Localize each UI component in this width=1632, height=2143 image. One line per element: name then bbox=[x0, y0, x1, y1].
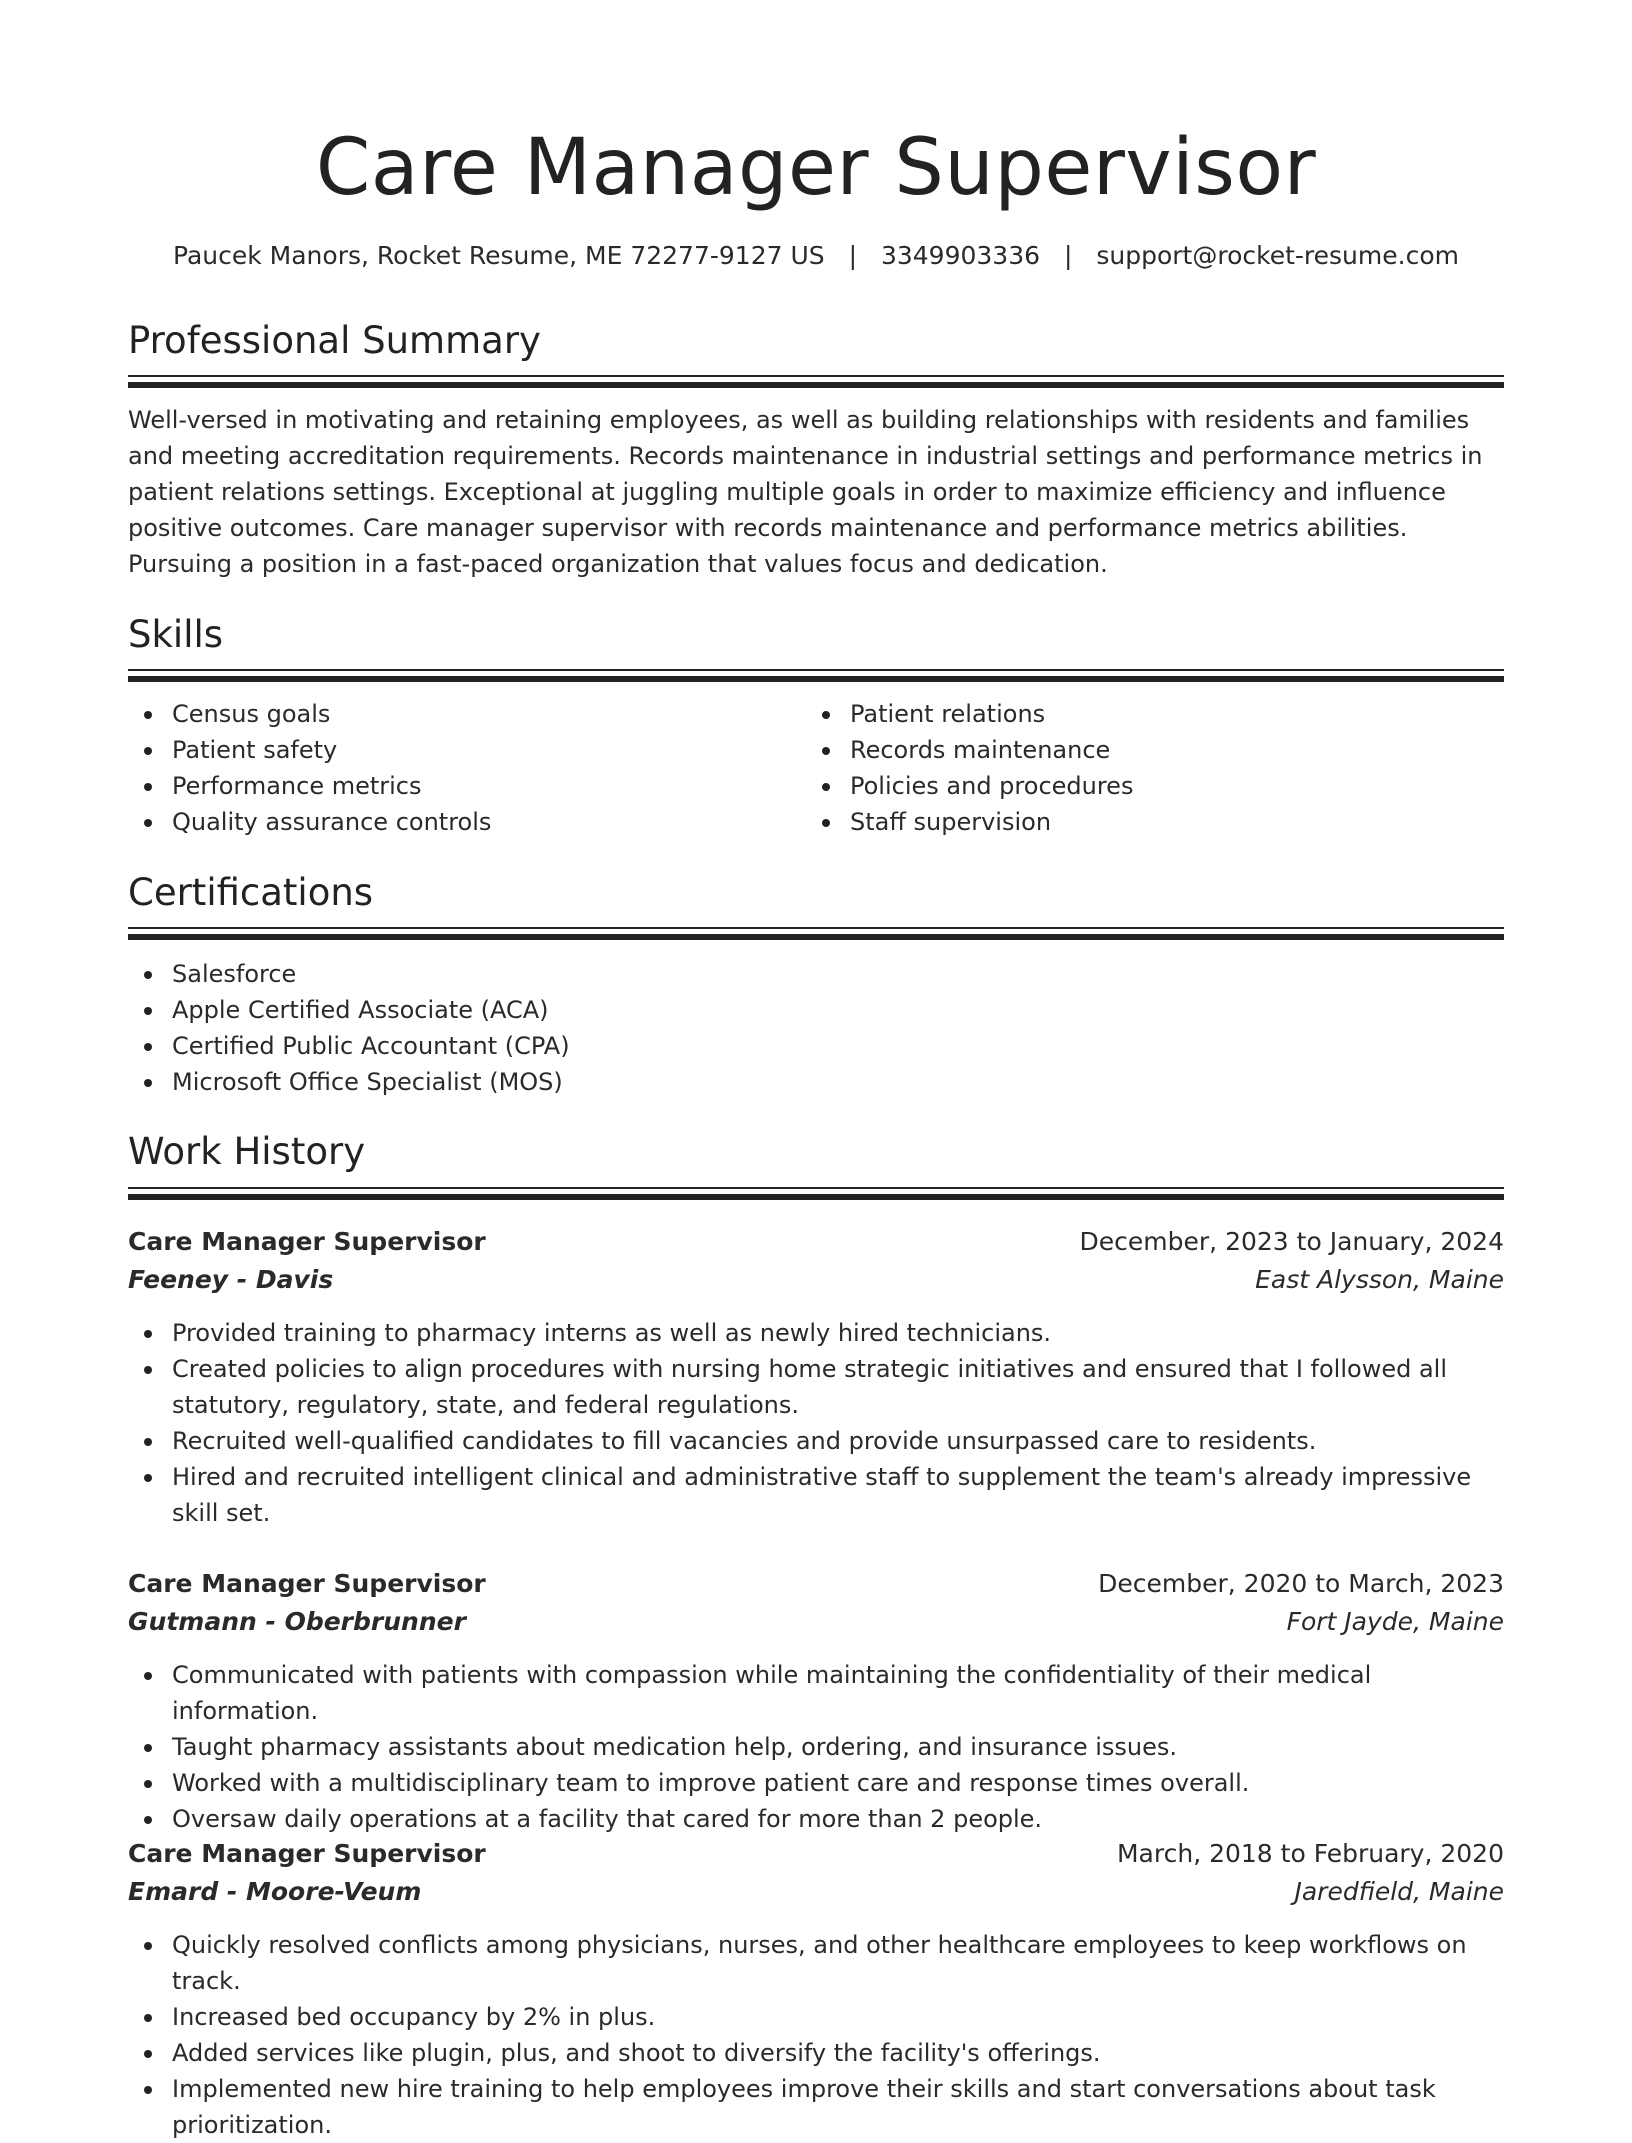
job-duty: Recruited well-qualified candidates to fill vacancies and provide unsurpassed care to residents. bbox=[128, 1423, 1504, 1459]
skill-item: Performance metrics bbox=[128, 768, 788, 804]
certifications-list bbox=[128, 956, 1504, 1100]
skill-item: Records maintenance bbox=[806, 732, 1466, 768]
job-duty: Provided training to pharmacy interns as well as newly hired technicians. bbox=[128, 1315, 1504, 1351]
job-duties bbox=[128, 1315, 1504, 1531]
job-title: Care Manager Supervisor bbox=[128, 1569, 486, 1598]
job-duty: Taught pharmacy assistants about medication help, ordering, and insurance issues. bbox=[128, 1729, 1504, 1765]
certification-item: Certified Public Accountant (CPA) bbox=[128, 1028, 1504, 1064]
contact-address: Paucek Manors, Rocket Resume, ME 72277-9127 US bbox=[173, 241, 825, 270]
job-duty: Worked with a multidisciplinary team to improve patient care and response times overall. bbox=[128, 1765, 1504, 1801]
job-duty: Created policies to align procedures with nursing home strategic initiatives and ensured that I followed all statutory, regulatory, state, and federal regulations. bbox=[128, 1351, 1504, 1423]
section-divider bbox=[128, 927, 1504, 941]
job-duties bbox=[128, 1657, 1504, 1837]
job-company: Feeney - Davis bbox=[128, 1265, 334, 1294]
job-dates: December, 2020 to March, 2023 bbox=[1098, 1569, 1504, 1598]
summary-text: Well-versed in motivating and retaining employees, as well as building relationships with residents and families and meeting accreditation requirements. Records maintenance in industrial settings and performance metrics in patient relations settings. Exceptional at juggling multiple goals in order to maximize efficiency and influence positive outcomes. Care manager supervisor with records maintenance and performance metrics abilities. Pursuing a position in a fast-paced organization that values focus and dedication. bbox=[128, 406, 1483, 578]
job-duty: Increased bed occupancy by 2% in plus. bbox=[128, 1999, 1504, 2035]
job-title: Care Manager Supervisor bbox=[128, 1839, 486, 1868]
job-duty: Added services like plugin, plus, and shoot to diversify the facility's offerings. bbox=[128, 2035, 1504, 2071]
contact-email: support@rocket-resume.com bbox=[1096, 241, 1459, 270]
section-divider bbox=[128, 375, 1504, 389]
job-entry bbox=[128, 1223, 1504, 1531]
skills-list-right bbox=[806, 696, 1466, 840]
job-duties bbox=[128, 1927, 1504, 2143]
resume-name: Care Manager Supervisor bbox=[315, 123, 1317, 213]
skill-item: Quality assurance controls bbox=[128, 804, 788, 840]
job-duty: Implemented new hire training to help employees improve their skills and start conversations about task prioritization. bbox=[128, 2071, 1504, 2143]
contact-separator: | bbox=[848, 241, 858, 270]
job-duty: Oversaw daily operations at a facility that cared for more than 2 people. bbox=[128, 1801, 1504, 1837]
job-dates: December, 2023 to January, 2024 bbox=[1079, 1227, 1504, 1256]
job-location: East Alysson, Maine bbox=[1255, 1265, 1504, 1294]
section-title-summary: Professional Summary bbox=[128, 319, 541, 362]
section-divider bbox=[128, 1187, 1504, 1201]
skill-item: Patient relations bbox=[806, 696, 1466, 732]
job-title: Care Manager Supervisor bbox=[128, 1227, 486, 1256]
section-title-work-history: Work History bbox=[128, 1130, 366, 1173]
contact-separator: | bbox=[1063, 241, 1073, 270]
skill-item: Staff supervision bbox=[806, 804, 1466, 840]
section-title-skills: Skills bbox=[128, 613, 224, 656]
contact-phone: 3349903336 bbox=[880, 241, 1041, 270]
job-duty: Quickly resolved conflicts among physicians, nurses, and other healthcare employees to keep workflows on track. bbox=[128, 1927, 1504, 1999]
section-divider bbox=[128, 669, 1504, 683]
skill-item: Patient safety bbox=[128, 732, 788, 768]
job-duty: Hired and recruited intelligent clinical and administrative staff to supplement the team's already impressive skill set. bbox=[128, 1459, 1504, 1531]
job-dates: March, 2018 to February, 2020 bbox=[1116, 1839, 1504, 1868]
certification-item: Microsoft Office Specialist (MOS) bbox=[128, 1064, 1504, 1100]
job-entry bbox=[128, 1565, 1504, 1837]
certification-item: Apple Certified Associate (ACA) bbox=[128, 992, 1504, 1028]
contact-line bbox=[128, 236, 1504, 276]
job-entry bbox=[128, 1835, 1504, 2143]
skill-item: Census goals bbox=[128, 696, 788, 732]
job-location: Jaredfield, Maine bbox=[1294, 1877, 1504, 1906]
job-location: Fort Jayde, Maine bbox=[1286, 1607, 1504, 1636]
skill-item: Policies and procedures bbox=[806, 768, 1466, 804]
certification-item: Salesforce bbox=[128, 956, 1504, 992]
job-company: Emard - Moore-Veum bbox=[128, 1877, 422, 1906]
job-duty: Communicated with patients with compassion while maintaining the confidentiality of their medical information. bbox=[128, 1657, 1504, 1729]
section-title-certifications: Certifications bbox=[128, 871, 374, 914]
job-company: Gutmann - Oberbrunner bbox=[128, 1607, 466, 1636]
skills-list-left bbox=[128, 696, 788, 840]
